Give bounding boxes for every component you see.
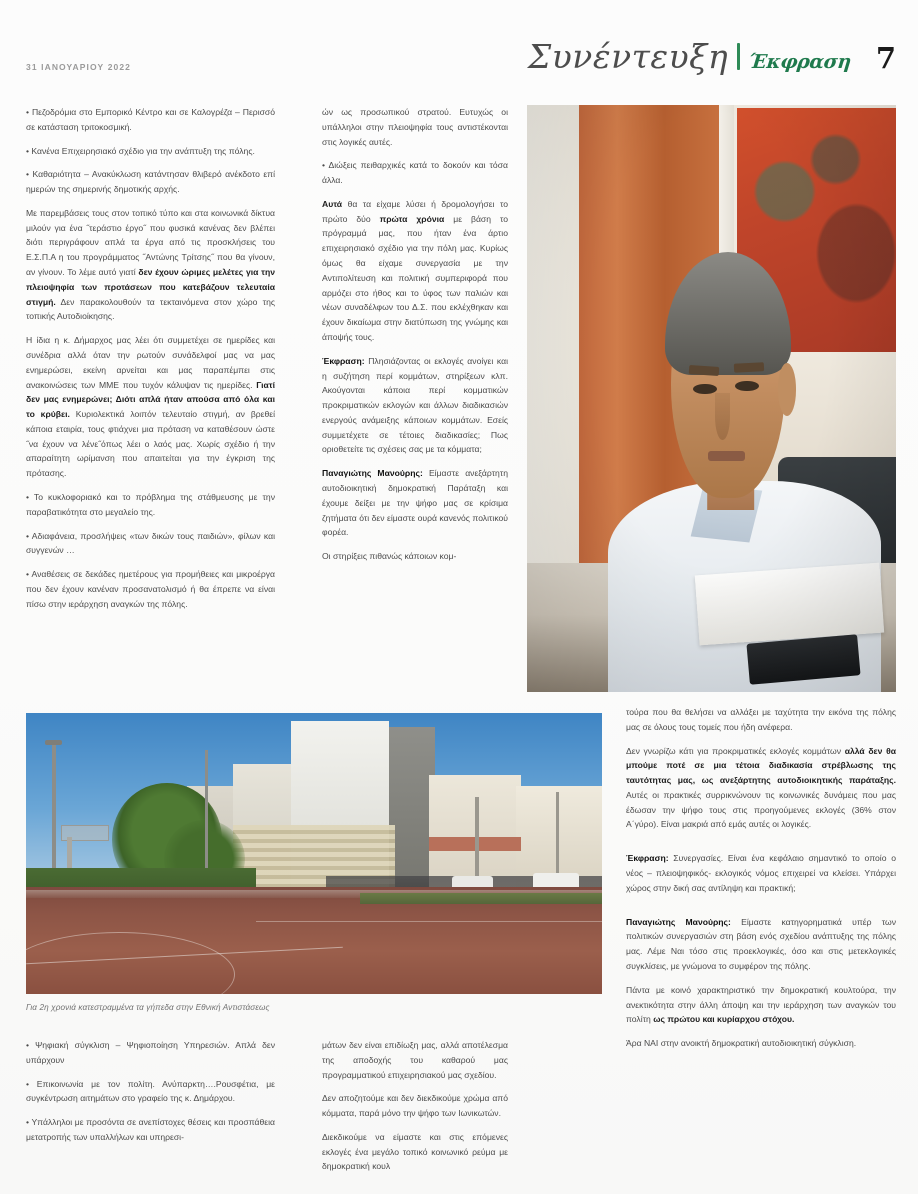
- paragraph-emphasis: αλλά δεν θα μπούμε ποτέ σε μια τέτοια διαδικασία στρέβλωσης της ταυτότητας μας, ως ανεξάρτητης αυτοδιοικητικής παράταξης.: [626, 745, 896, 786]
- bullet-text-a: • Το κυκλοφοριακό και το πρόβλημα της στάθμευσης με: [26, 491, 263, 502]
- interview-question: [322, 354, 508, 457]
- interview-answer: [322, 466, 508, 540]
- bullet-item: [26, 1115, 275, 1145]
- bullet-text-b: την παραβατικότητα στο μεγαλείο της.: [26, 491, 275, 517]
- bullet-text-b: δεν υπάρχουν: [26, 1040, 275, 1065]
- paragraph-emphasis: Γιατί δεν μας ενημερώνει; Διότι απλά ήταν απούσα από όλα και το κρύβει.: [26, 379, 275, 420]
- interview-question: [626, 851, 896, 895]
- page-number: 7: [875, 41, 896, 75]
- text-column-lower-1: [26, 1038, 275, 1145]
- bullet-text-a: • Αδιαφάνεια, προσλήψεις «των δικών τους παιδιών»,: [26, 530, 238, 541]
- bullet-text-a: • Κανένα Επιχειρησιακό σχέδιο για την ανάπτυξη της: [26, 145, 229, 156]
- section-title: Συνέντευξη: [527, 37, 729, 76]
- speaker-label-interviewee: Παναγιώτης Μανούρης:: [626, 916, 731, 927]
- body-paragraph: [626, 983, 896, 1027]
- page-masthead: [0, 37, 918, 90]
- bullet-item: [26, 567, 275, 611]
- column-spacer: [626, 905, 896, 915]
- body-paragraph: [322, 197, 508, 345]
- paragraph-emphasis: δεν έχουν ώριμες μελέτες για την πλειοψηφία των προτάσεων που κατεβάζουν τελευταία στιγμή.: [26, 267, 276, 307]
- paragraph-text-tail: Κυριολεκτικά λοιπόν τελευταίο στιγμή, αν βρεθεί κάποια εταιρία, τους φτιάχνει μια πρόταση να καταθέσουν ώστε ˝να έχουν να λένε˝όπως λέει ο λαός μας. Χωρίς σχέδιο ή την απαραίτητη ωρίμανση που απαιτείται για την έγκριση της πρότασης.: [26, 409, 275, 479]
- body-paragraph: Άρα ΝΑΙ στην ανοικτή δημοκρατική αυτοδιοικητική σύγκλιση.: [626, 1038, 857, 1049]
- building: [389, 727, 435, 896]
- issue-date: 31 ΙΑΝΟΥΑΡΙΟΥ 2022: [26, 62, 132, 72]
- answer-text: Είμαστε ανεξάρτητη αυτοδιοικητική δημοκρατική Παράταξη και έχουμε δείξει με την ψήφο μας σε κρίσιμα ζητήματα ότι δεν είμαστε ουρά κανενός πολιτικού φορέα.: [322, 468, 508, 538]
- bullet-text-b: μικροέργα που δεν έχουν κανέναν προσανατολισμό ή θα έπρεπε να είναι πίσω στην ιεράρχηση αναγκών της πόλης.: [26, 569, 275, 609]
- section-header-group: [527, 37, 896, 76]
- bullet-item: [26, 105, 275, 135]
- bullet-text-b: ανέκδοτο επί ημερών της σημερινής δημοτικής αρχής.: [26, 169, 276, 195]
- body-paragraph: Οι στηρίξεις πιθανώς κάποιων κομ-: [322, 551, 457, 562]
- body-paragraph: [26, 333, 275, 481]
- bullet-item: • Διώξεις πειθαρχικές κατά το δοκούν και τόσα άλλα.: [322, 160, 508, 186]
- paragraph-emphasis: ως πρώτου και κυρίαρχου στόχου.: [653, 1014, 795, 1025]
- text-column-3: [626, 705, 896, 1051]
- photo-caption: Για 2η χρονιά κατεστραμμένα τα γήπεδα στην Εθνική Αντιστάσεως: [26, 1003, 270, 1012]
- portrait-scene: [527, 105, 896, 692]
- bullet-text-a: • Επικοινωνία με τον πολίτη. Ανύπαρκτη….Ρουσφέτια,: [26, 1078, 267, 1089]
- portrait-photo: [527, 105, 896, 692]
- bullet-text-b: προσπάθεια μετατροπής των υπαλλήλων και υπηρεσι-: [26, 1117, 275, 1142]
- bullet-item: [26, 144, 275, 159]
- interview-answer: [626, 915, 896, 974]
- bullet-item: [26, 1077, 275, 1107]
- speaker-label-interviewer: Έκφραση:: [626, 853, 669, 864]
- paragraph-text-tail: με βάση το πρόγραμμά μας, που ήταν ένα άρτιο επιχειρησιακό σχέδιο για την πόλη μας. Κυρίως όμως θα είχαμε συνεργασία με την Αντιπολίτευση και πολιτική συμπεριφορά που αρμόζει στο ήθος και το ύφος των παλιών και νέων συναδέλφων του Δ.Σ. που εκλέχθηκαν και έχουν δικαίωμα στην διατύπωση της γνώμης και άποψής τους.: [322, 213, 509, 342]
- speaker-label-interviewer: Έκφραση:: [322, 355, 365, 366]
- body-paragraph: Διεκδικούμε να είμαστε και στις επόμενες εκλογές ένα μεγάλο τοπικό κοινωνικό ρεύμα με δημοκρατική κουλ: [322, 1131, 508, 1172]
- paragraph-emphasis: Αυτά: [322, 198, 343, 209]
- bullet-text-a: • Υπάλληλοι με προσόντα σε ανεπίστοχες θέσεις και: [26, 1117, 228, 1128]
- body-paragraph: [626, 744, 896, 833]
- pole-lamp: [45, 740, 62, 746]
- paragraph-text: Δεν γνωρίζω κάτι για προκριματικές εκλογές κομμάτων: [626, 745, 845, 756]
- bullet-text-a: • Πεζοδρόμια στο Εμπορικό Κέντρο και σε Καλογρέζα –: [26, 107, 243, 117]
- paragraph-text: Η ίδια η κ. Δήμαρχος μας λέει ότι συμμετέχει σε ημερίδες και συνέδρια αλλά όταν την ρωτούν συνάδελφοί μας να μας ενημερώσει, εκείνη αρνείται και μας παραπέμπει στις ανακοινώσεις των ΜΜΕ που τυχόν κάλυψαν τις ημερίδες.: [26, 335, 275, 390]
- bullet-text-b: με συγκέντρωση αιτημάτων στο γραφείο της κ. Δημάρχου.: [26, 1078, 275, 1104]
- bullet-item: [26, 1038, 275, 1068]
- brand-logo: Έκφραση: [748, 51, 853, 73]
- paragraph-text: θα τα είχαμε λύσει ή δρομολογήσει το πρώτο δύο: [322, 198, 508, 224]
- text-column-1: [26, 105, 275, 611]
- answer-text: Είμαστε κατηγορηματικά υπέρ των πολιτικών συνεργασιών στη βάση ενός σχεδίου ανάπτυξης της πόλης μας. Λέμε Ναι τόσο στις προεκλογικές, όσο και στις μετεκλογικές συγκλίσεις, με γνώμονα το συμφέρον της πόλης.: [626, 916, 896, 971]
- bullet-item: [26, 167, 275, 197]
- paragraph-text: Με παρεμβάσεις τους στον τοπικό τύπο και στα κοινωνικά δίκτυα μιλούν για ένα ˝τεράστιο έργο˝ που φυσικά κανένας δεν βλέπει διότι περιγράφουν απλά τα έργα από τις προσκλήσεις του Ε.Σ.Π.Α η του προγράμματος ˝Αντώνης Τρίτσης˝ που θα γίνουν, αν γίνουν. Το λέμε αυτό γιατί: [26, 207, 275, 278]
- court-photo: [26, 713, 602, 994]
- court-marking-line: [256, 921, 602, 922]
- question-text: Συνεργασίες. Είναι ένα κεφάλαιο σημαντικό το οποίο ο νέος – πλειοψηφικός- εκλογικός νόμος επιχειρεί να κλείσει. Υπάρχει χώρος στην δική σας αντίληψη και πρακτική;: [626, 853, 896, 893]
- paragraph-text-tail: Δεν παρακολουθούν τα τεκταινόμενα στον χώρο της τοπικής Αυτοδιοίκησης.: [26, 296, 275, 322]
- bullet-text-b: Περισσό σε κατάσταση τριτοκοσμική.: [26, 107, 275, 132]
- photo-vignette: [527, 105, 896, 692]
- body-paragraph: μάτων δεν είναι επιδίωξη μας, αλλά αποτέλεσμα της αποδοχής του καθαρού μας προγραμματικού επιχειρησιακού μας σχεδίου.: [322, 1040, 508, 1080]
- body-paragraph: τούρα που θα θελήσει να αλλάξει με ταχύτητα την εικόνα της πόλης μας σε όλους τους τομείς που ήδη ανέφερα.: [626, 707, 896, 732]
- question-text: Πλησιάζοντας οι εκλογές ανοίγει και η συζήτηση περί κομμάτων, στηρίξεων κλπ. Ακούγονται κάποια περί κομματικών προκριματικών εκλογών και άλλων διαδικασιών ενεργούς ανάμειξης κάποιων κομμάτων. Εσείς συμμετέχετε σε τέτοιες διαδικασίες; Πως οριοθετείτε τις σχέσεις σας με τα κόμματα;: [322, 355, 508, 455]
- bullet-text-a: • Ψηφιακή σύγκλιση – Ψηφιοποίηση Υπηρεσιών. Απλά: [26, 1040, 263, 1050]
- column-spacer: [626, 841, 896, 851]
- bullet-item: [26, 529, 275, 559]
- bullet-text-a: • Καθαριότητα – Ανακύκλωση κατάντησαν θλιβερό: [26, 169, 226, 180]
- bullet-text-b: φίλων και συγγενών …: [26, 530, 275, 556]
- paragraph-text: Πάντα με κοινό χαρακτηριστικό την δημοκρατική κουλτούρα, την ανεκτικότητα στην άλλη άποψη και την ιεράρχηση των αναγκών του πολίτη: [626, 984, 896, 1025]
- body-paragraph: Δεν αποζητούμε και δεν διεκδικούμε χρώμα από κόμματα, παρά μόνο την ψήφο των Ιωνικωτών.: [322, 1093, 508, 1119]
- bullet-text-b: πόλης.: [228, 145, 255, 156]
- grass-strip: [360, 893, 602, 904]
- text-column-lower-2: [322, 1038, 508, 1174]
- body-paragraph: ών ως προσωπικού στρατού. Ευτυχώς οι υπάλληλοι στην πλειοψηφία τους αντιστέκονται στις λογικές αυτές.: [322, 107, 508, 147]
- bullet-item: [26, 490, 275, 520]
- paragraph-emphasis: πρώτα χρόνια: [379, 213, 445, 224]
- paragraph-text-tail: Αυτές οι πρακτικές συρρικνώνουν τις κοινωνικές δυνάμεις που μας έδωσαν την ψήφο τους στις προηγούμενες εκλογές (36% στον Α΄γύρο). Είναι μακριά από εμάς αυτές οι λογικές.: [626, 789, 896, 830]
- bullet-text-a: • Αναθέσεις σε δεκάδες ημετέρους για προμήθειες και: [26, 569, 237, 580]
- body-paragraph: [26, 206, 275, 324]
- speaker-label-interviewee: Παναγιώτης Μανούρης:: [322, 468, 423, 479]
- divider-rule-icon: [737, 43, 740, 70]
- text-column-2: [322, 105, 508, 564]
